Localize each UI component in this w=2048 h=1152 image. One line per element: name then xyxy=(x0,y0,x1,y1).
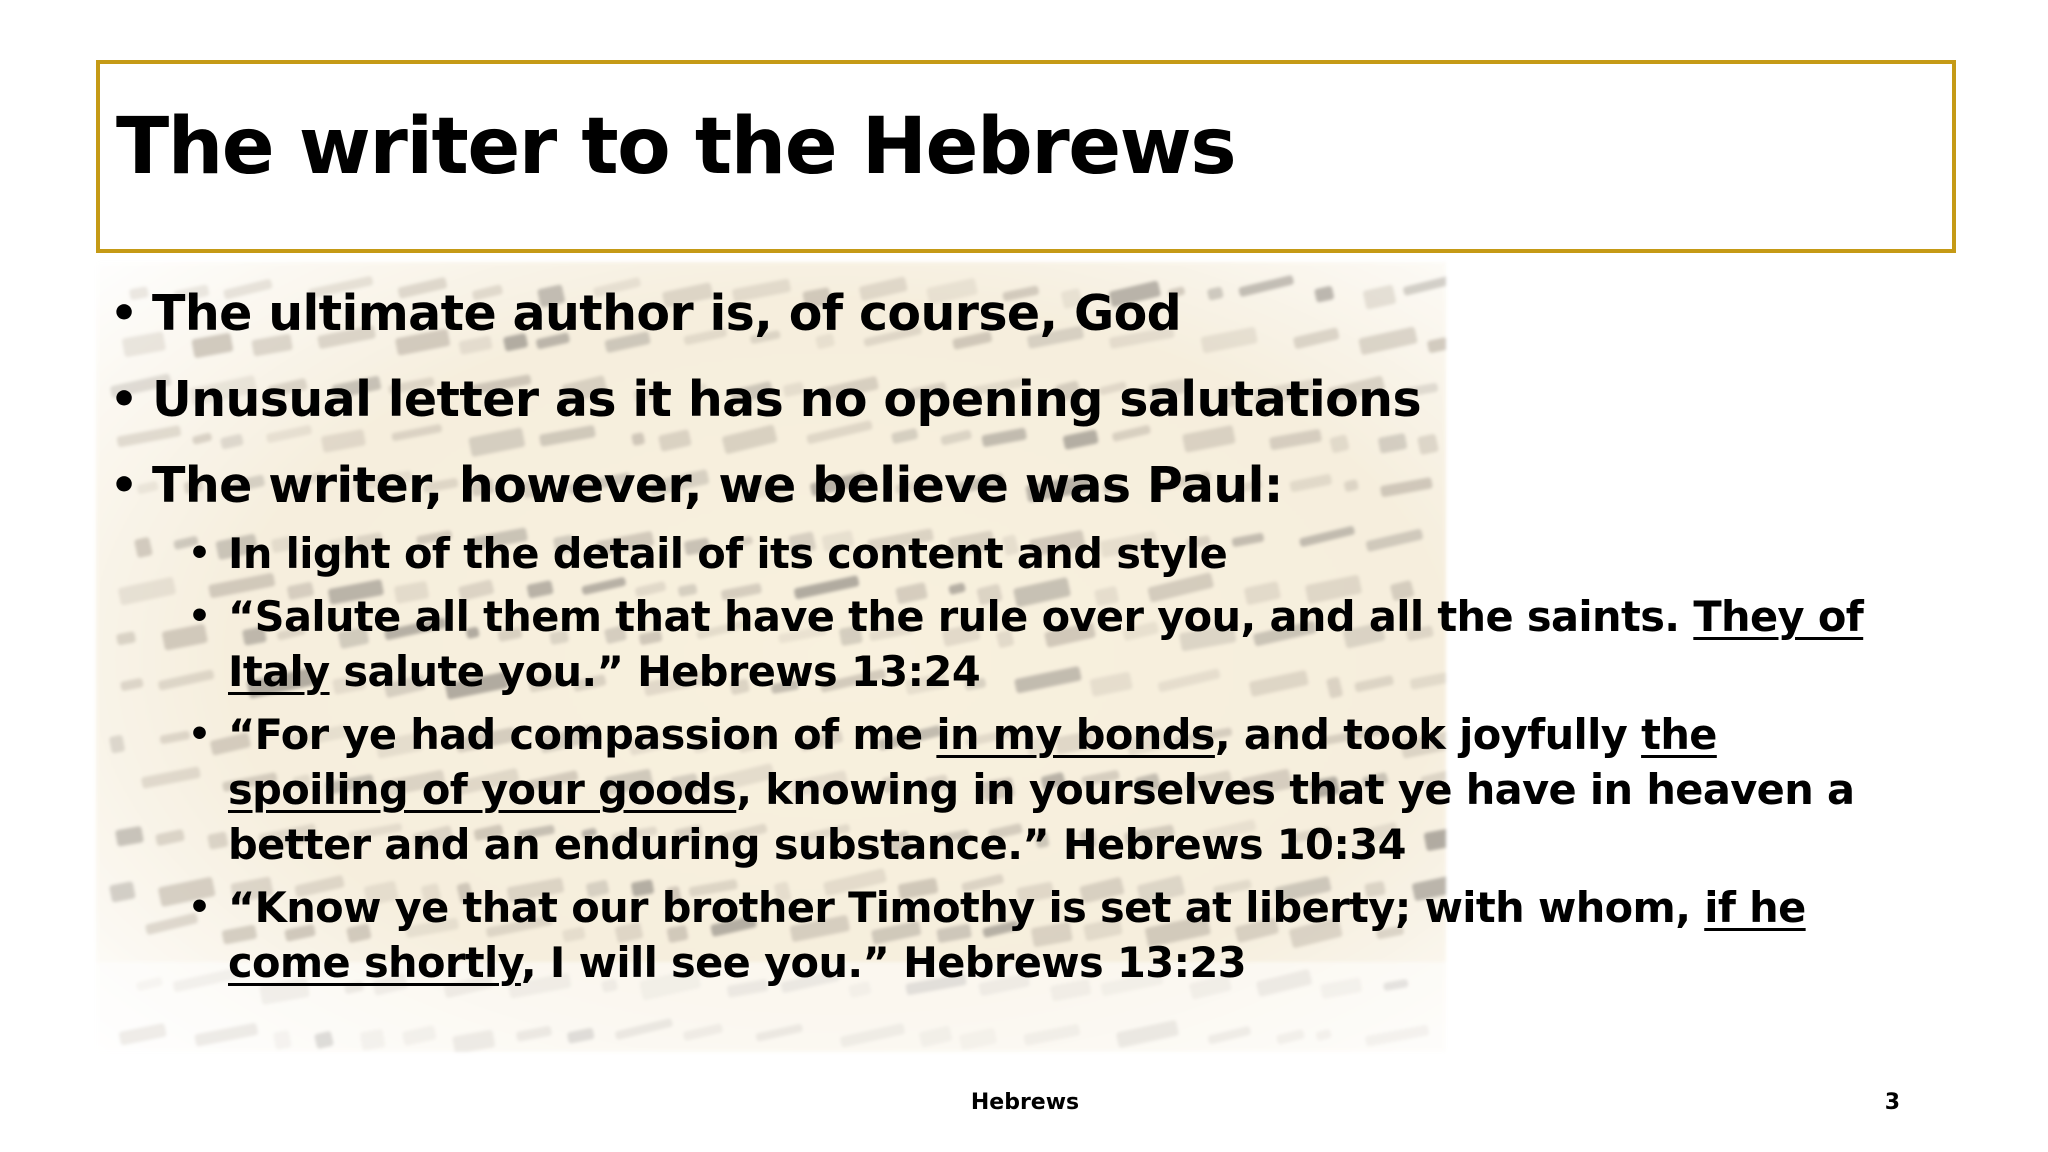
quote-text: “Salute all them that have the rule over you, and all the saints. xyxy=(228,592,1694,641)
underlined-phrase: the spoiling of your goods xyxy=(228,710,1717,814)
sub-bullet-item xyxy=(108,880,1868,990)
bullet-list xyxy=(108,282,1868,998)
sub-bullet-list xyxy=(108,526,1868,990)
quote-text: , knowing in yourselves that ye have in heaven a better and an enduring substance.” Hebrews 10:34 xyxy=(228,765,1855,869)
quote-text: “For ye had compassion of me xyxy=(228,710,937,759)
underlined-phrase: They of Italy xyxy=(228,592,1864,696)
title-box xyxy=(96,60,1956,253)
slide-number: 3 xyxy=(1884,1090,1900,1115)
sub-bullet-item xyxy=(108,707,1868,872)
quote-text: “Know ye that our brother Timothy is set at liberty; with whom, xyxy=(228,883,1705,932)
quote-text: salute you.” Hebrews 13:24 xyxy=(329,647,981,696)
bullet-item xyxy=(108,368,1868,432)
underlined-phrase: in my bonds xyxy=(936,710,1215,759)
quote-text: , I will see you.” Hebrews 13:23 xyxy=(520,938,1247,987)
sub-bullet-text: In light of the detail of its content and style xyxy=(228,529,1228,578)
bullet-dot-icon: • xyxy=(110,288,138,339)
bullet-dot-icon: • xyxy=(188,887,211,928)
bullet-text: Unusual letter as it has no opening salutations xyxy=(152,371,1422,428)
quote-text: , and took joyfully xyxy=(1214,710,1642,759)
bullet-dot-icon: • xyxy=(110,460,138,511)
bullet-text: The ultimate author is, of course, God xyxy=(152,285,1182,342)
slide-title: The writer to the Hebrews xyxy=(116,102,1236,192)
sub-bullet-item xyxy=(108,526,1868,581)
bullet-dot-icon: • xyxy=(188,596,211,637)
bullet-text: The writer, however, we believe was Paul: xyxy=(152,457,1283,514)
bullet-dot-icon: • xyxy=(110,374,138,425)
bullet-dot-icon: • xyxy=(188,714,211,755)
sub-bullet-item xyxy=(108,589,1868,699)
bullet-dot-icon: • xyxy=(188,533,211,574)
bullet-item xyxy=(108,454,1868,518)
footer-title: Hebrews xyxy=(970,1090,1080,1115)
bullet-item xyxy=(108,282,1868,346)
underlined-phrase: if he come shortly xyxy=(228,883,1806,987)
